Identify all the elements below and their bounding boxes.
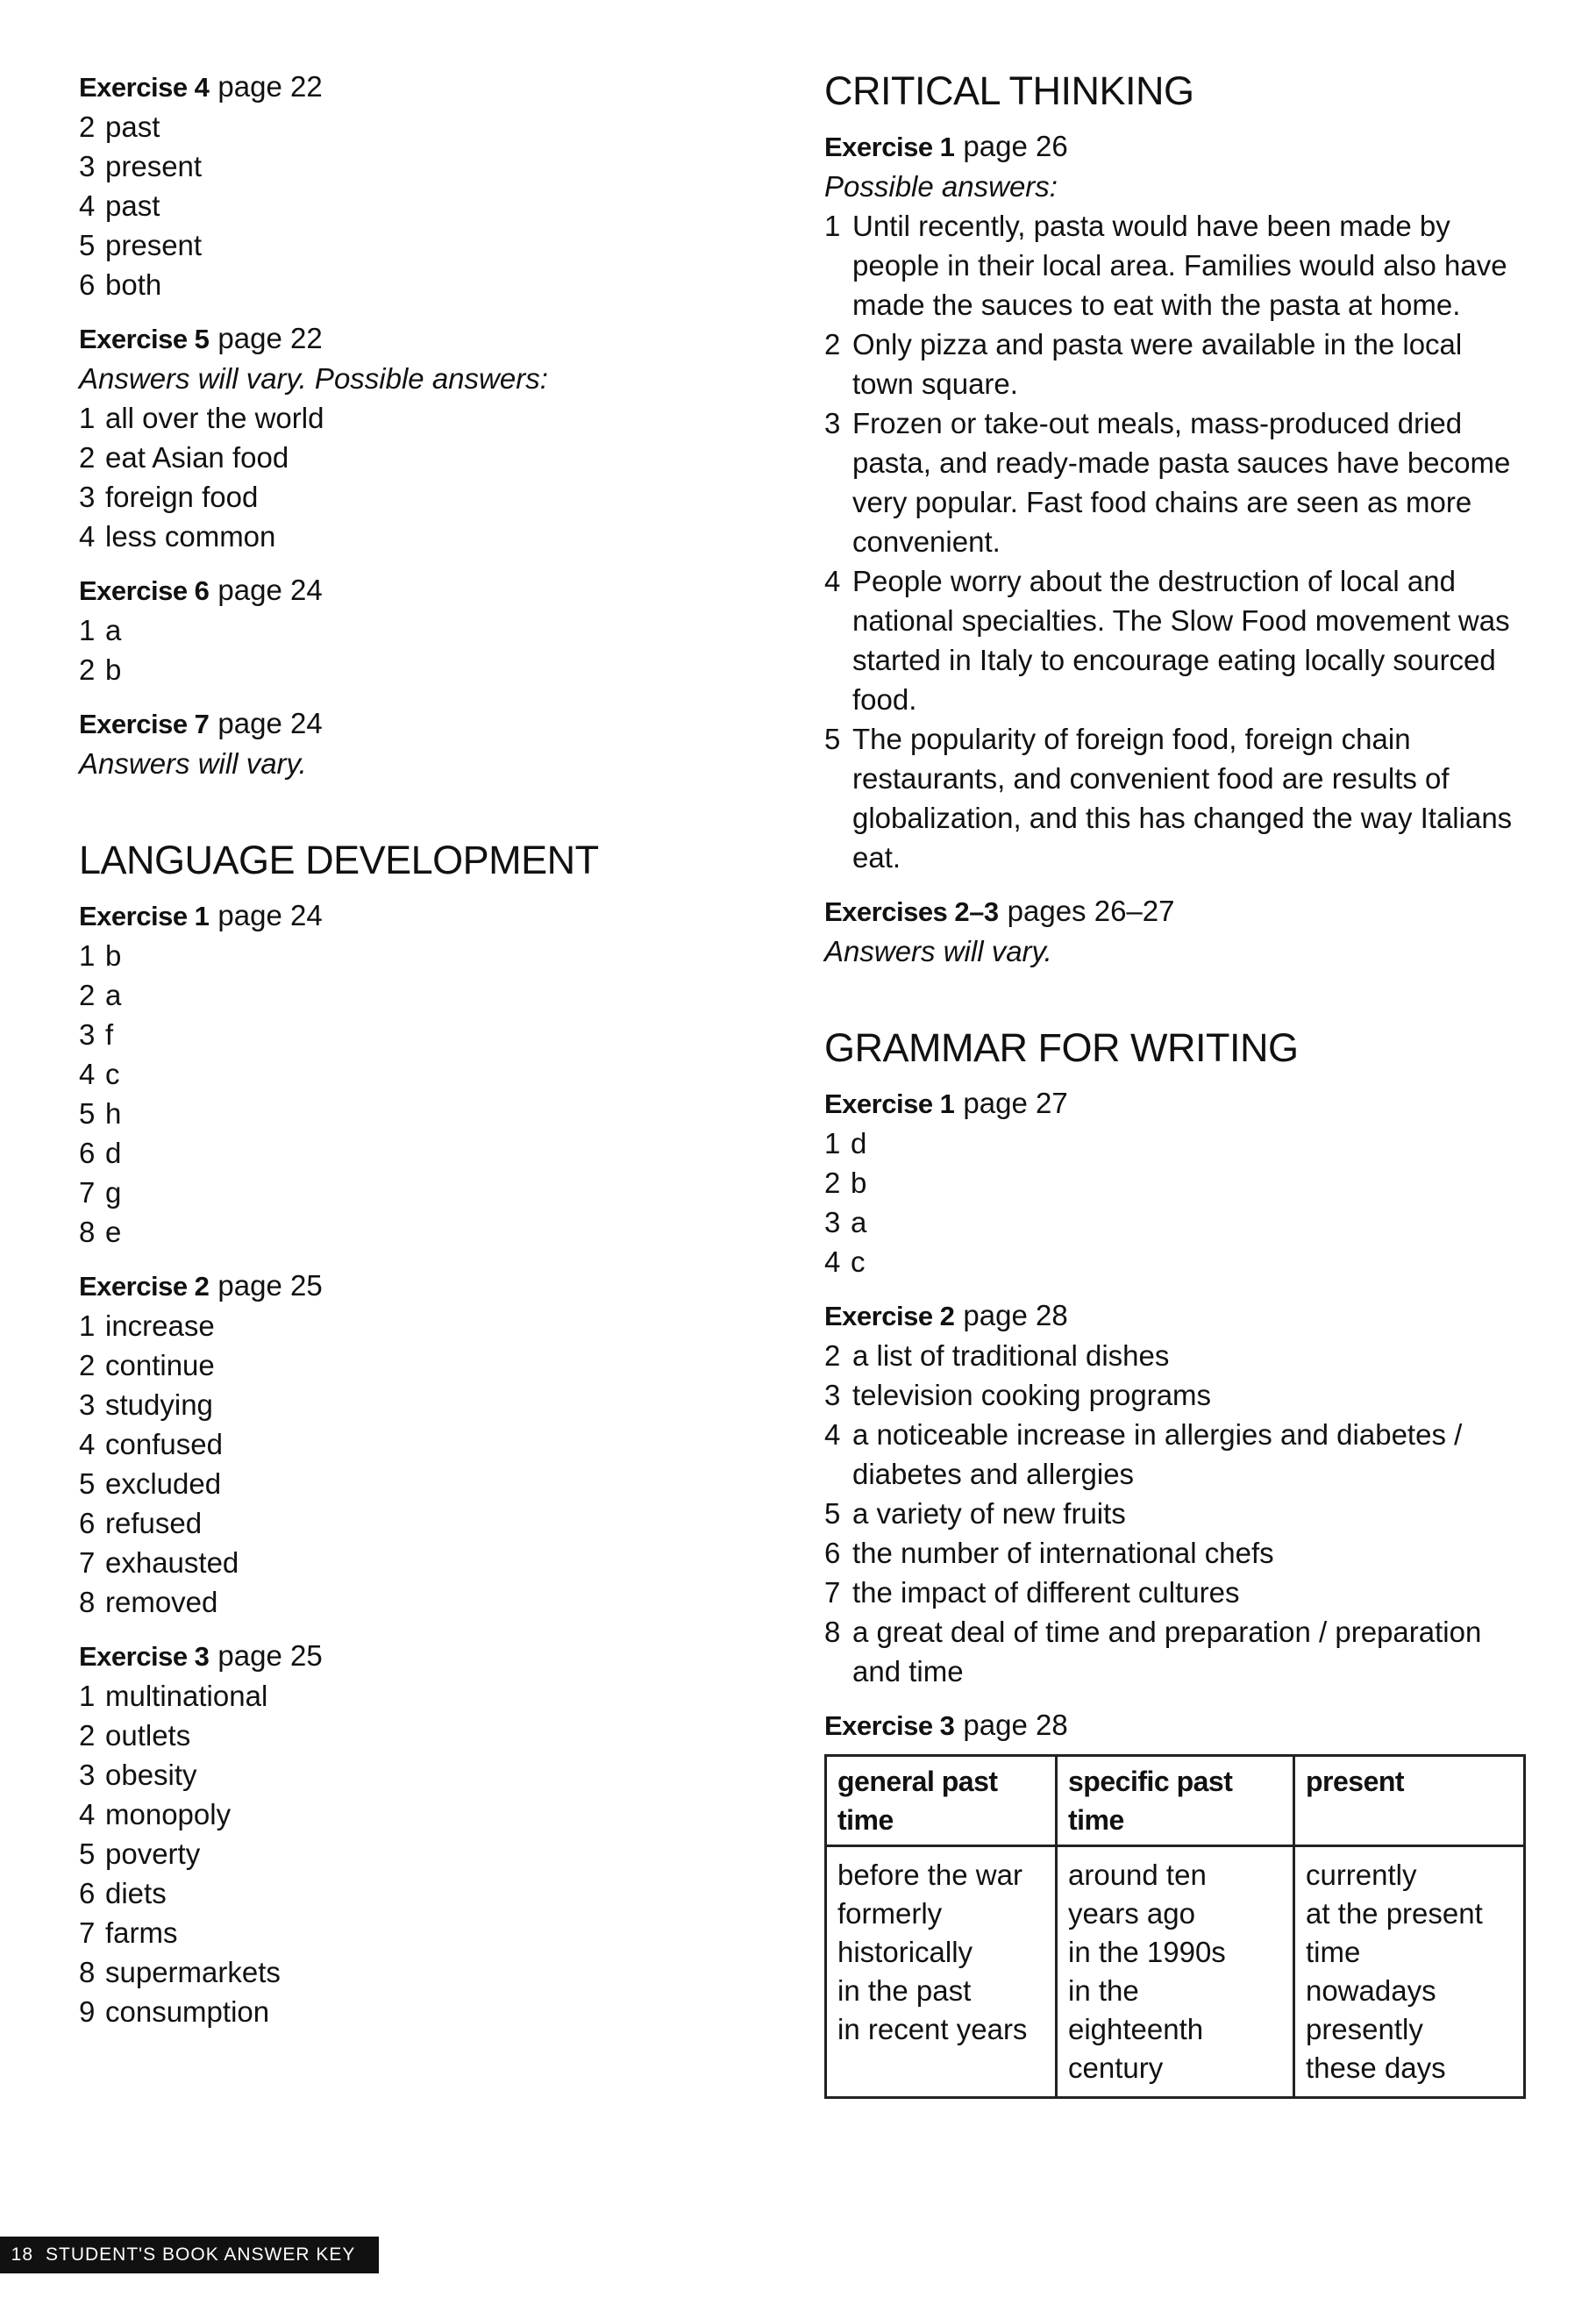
- answer-line: 6 both: [79, 268, 162, 301]
- exercise-heading: Exercise 4 page 22: [79, 70, 323, 103]
- cell-item: formerly: [837, 1897, 943, 1930]
- answer-line: 4 past: [79, 189, 160, 222]
- exercise-heading: Exercise 7 page 24: [79, 707, 323, 739]
- answer-line: 5 The popularity of foreign food, foreign chain restaurants, and convenient food are results of globalization, and this has changed the way Italians eat.: [824, 723, 1513, 874]
- exercise-block: [824, 1083, 1526, 1281]
- answer-line: 3 television cooking programs: [824, 1379, 1212, 1411]
- answer-line: 7 exhausted: [79, 1546, 239, 1579]
- exercise-heading: Exercise 2 page 25: [79, 1269, 323, 1302]
- cell-item: these days: [1305, 2052, 1446, 2084]
- exercise-block: [824, 1295, 1526, 1691]
- answer-line: 7 farms: [79, 1916, 178, 1949]
- answer-line: 5 a variety of new fruits: [824, 1497, 1126, 1530]
- answer-line: 1 multinational: [79, 1680, 268, 1712]
- exercise-block: [824, 1705, 1526, 2099]
- answer-line: 2 eat Asian food: [79, 441, 289, 474]
- table-header: specific past time: [1057, 1756, 1294, 1846]
- cell-item: in recent years: [837, 2013, 1028, 2045]
- answer-line: 7 g: [79, 1176, 122, 1209]
- answer-line: 7 the impact of different cultures: [824, 1576, 1240, 1609]
- exercise-block: [79, 318, 763, 556]
- table-header-row: [826, 1756, 1525, 1846]
- answer-line: 3 a: [824, 1206, 867, 1238]
- answer-line: 1 b: [79, 939, 122, 972]
- exercise-block: [79, 570, 763, 689]
- cell-item: at the present time: [1305, 1897, 1483, 1968]
- section-title-grammar-for-writing: GRAMMAR FOR WRITING: [824, 1025, 1299, 1070]
- exercise-note: Answers will vary.: [824, 935, 1052, 967]
- exercise-heading: Exercises 2–3 pages 26–27: [824, 895, 1175, 927]
- table-cell: [826, 1846, 1057, 2098]
- exercise-block: [79, 67, 763, 304]
- right-column: [824, 67, 1526, 2113]
- answer-line: 2 b: [79, 653, 122, 686]
- answer-line: 1 d: [824, 1127, 867, 1160]
- exercise-heading: Exercise 1 page 24: [79, 899, 323, 931]
- left-column: [79, 67, 763, 2045]
- table-header: general past time: [826, 1756, 1057, 1846]
- answer-line: 2 b: [824, 1167, 867, 1199]
- answer-line: 3 obesity: [79, 1759, 197, 1791]
- exercise-block: [824, 126, 1526, 877]
- cell-item: historically: [837, 1936, 973, 1968]
- answer-line: 3 studying: [79, 1388, 213, 1421]
- answer-line: 3 f: [79, 1018, 114, 1051]
- answer-line: 1 all over the world: [79, 402, 324, 434]
- exercise-heading: Exercise 3 page 28: [824, 1709, 1068, 1741]
- answer-line: 2 outlets: [79, 1719, 191, 1752]
- answer-line: 6 diets: [79, 1877, 167, 1909]
- answer-line: 4 People worry about the destruction of local and national specialties. The Slow Food movement was started in Italy to encourage eating locally sourced food.: [824, 565, 1510, 716]
- answer-line: 6 refused: [79, 1507, 203, 1539]
- answer-line: 3 Frozen or take-out meals, mass-produced dried pasta, and ready-made pasta sauces have become very popular. Fast food chains are seen as more convenient.: [824, 407, 1511, 558]
- page-number: 18: [11, 2244, 33, 2265]
- answer-line: 2 a: [79, 979, 122, 1011]
- cell-item: nowadays: [1305, 1974, 1436, 2007]
- exercise-block: [79, 1636, 763, 2031]
- answer-line: 8 supermarkets: [79, 1956, 281, 1988]
- cell-item: in the 1990s: [1068, 1936, 1226, 1968]
- answer-line: 4 less common: [79, 520, 276, 553]
- table-row: [826, 1846, 1525, 2098]
- cell-item: currently: [1305, 1859, 1417, 1891]
- answer-line: 2 continue: [79, 1349, 215, 1381]
- cell-item: presently: [1305, 2013, 1423, 2045]
- exercise-note: Answers will vary. Possible answers:: [79, 362, 548, 395]
- answer-line: 4 c: [79, 1058, 120, 1090]
- answer-line: 9 consumption: [79, 1995, 270, 2028]
- table-cell: [1293, 1846, 1524, 2098]
- exercise-heading: Exercise 6 page 24: [79, 574, 323, 606]
- table-header: present: [1293, 1756, 1524, 1846]
- answer-line: 5 present: [79, 229, 203, 261]
- section-title-critical-thinking: CRITICAL THINKING: [824, 68, 1194, 113]
- cell-item: in the past: [837, 1974, 972, 2007]
- exercise-heading: Exercise 3 page 25: [79, 1639, 323, 1672]
- answer-line: 2 a list of traditional dishes: [824, 1339, 1170, 1372]
- answer-line: 4 monopoly: [79, 1798, 232, 1830]
- table-cell: [1057, 1846, 1294, 2098]
- exercise-block: [79, 703, 763, 783]
- answer-line: 4 a noticeable increase in allergies and diabetes / diabetes and allergies: [824, 1418, 1463, 1490]
- answer-line: 3 present: [79, 150, 203, 182]
- exercise-block: [79, 896, 763, 1252]
- answer-line: 6 d: [79, 1137, 122, 1169]
- cell-item: around ten years ago: [1068, 1859, 1207, 1930]
- answer-line: 8 a great deal of time and preparation / preparation and time: [824, 1616, 1482, 1688]
- exercise-heading: Exercise 5 page 22: [79, 322, 323, 354]
- exercise-heading: Exercise 2 page 28: [824, 1299, 1068, 1331]
- time-expressions-table: [824, 1754, 1526, 2099]
- exercise-note: Possible answers:: [824, 170, 1058, 203]
- exercise-heading: Exercise 1 page 26: [824, 130, 1068, 162]
- answer-line: 6 the number of international chefs: [824, 1537, 1274, 1569]
- page-footer: [0, 2237, 379, 2273]
- exercise-heading: Exercise 1 page 27: [824, 1087, 1068, 1119]
- answer-line: 2 past: [79, 111, 160, 143]
- cell-item: before the war: [837, 1859, 1022, 1891]
- exercise-block: [824, 891, 1526, 971]
- exercise-block: [79, 1266, 763, 1622]
- answer-line: 5 excluded: [79, 1467, 222, 1500]
- exercise-note: Answers will vary.: [79, 747, 307, 780]
- answer-line: 1 increase: [79, 1309, 215, 1342]
- answer-line: 2 Only pizza and pasta were available in the local town square.: [824, 328, 1463, 400]
- cell-item: in the eighteenth century: [1068, 1974, 1204, 2084]
- answer-line: 4 confused: [79, 1428, 223, 1460]
- answer-line: 5 h: [79, 1097, 122, 1130]
- answer-line: 8 e: [79, 1216, 122, 1248]
- answer-line: 3 foreign food: [79, 481, 259, 513]
- answer-line: 1 Until recently, pasta would have been made by people in their local area. Families would also have made the sauces to eat with the pasta at home.: [824, 210, 1507, 321]
- answer-line: 8 removed: [79, 1586, 218, 1618]
- answer-line: 5 poverty: [79, 1837, 201, 1870]
- section-title-language-development: LANGUAGE DEVELOPMENT: [79, 838, 599, 882]
- answer-line: 1 a: [79, 614, 122, 646]
- answer-line: 4 c: [824, 1245, 866, 1278]
- footer-label: STUDENT'S BOOK ANSWER KEY: [46, 2244, 356, 2265]
